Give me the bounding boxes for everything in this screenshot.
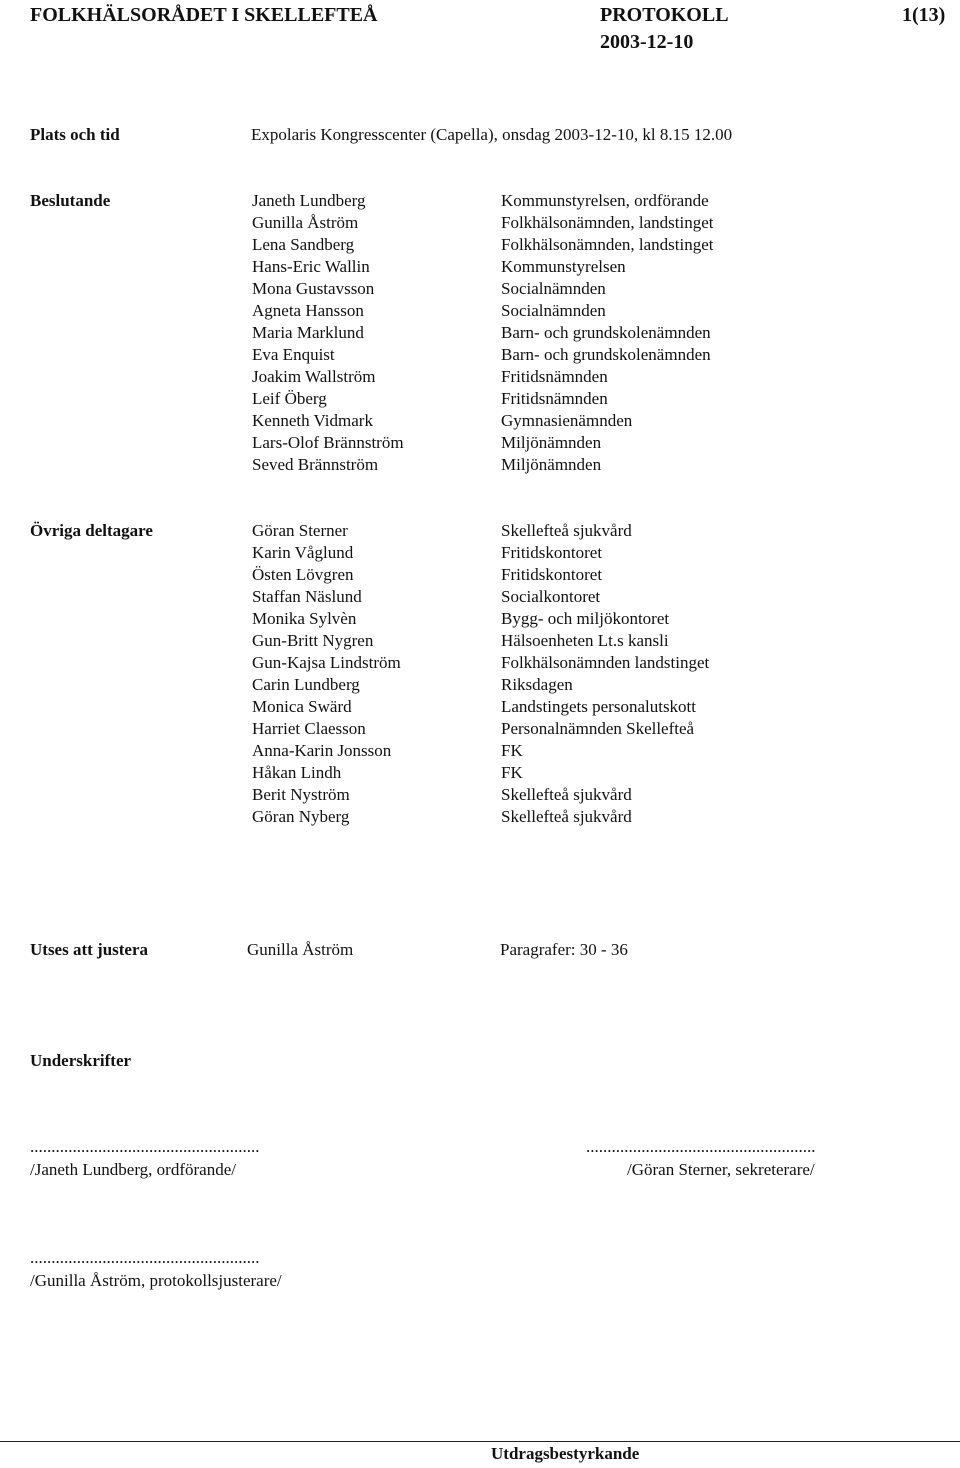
member-name: Agneta Hansson xyxy=(252,301,364,320)
member-organization: Kommunstyrelsen, ordförande xyxy=(501,191,709,210)
member-name: Lars-Olof Brännström xyxy=(252,433,404,452)
signature-line-2: ...................................................... xyxy=(586,1137,816,1156)
member-organization: Bygg- och miljökontoret xyxy=(501,609,670,628)
signature-chair: /Janeth Lundberg, ordförande/ xyxy=(30,1160,236,1179)
member-name: Harriet Claesson xyxy=(252,719,366,738)
member-organization: Socialkontoret xyxy=(501,587,601,606)
member-organization: Socialnämnden xyxy=(501,279,606,298)
member-organization: Barn- och grundskolenämnden xyxy=(501,345,711,364)
member-organization: Skellefteå sjukvård xyxy=(501,521,632,540)
member-organization: Riksdagen xyxy=(501,675,573,694)
member-name: Carin Lundberg xyxy=(252,675,360,694)
justera-name: Gunilla Åström xyxy=(247,940,354,959)
document-date: 2003-12-10 xyxy=(600,31,694,53)
member-organization: Folkhälsonämnden, landstinget xyxy=(501,213,714,232)
signature-line-3: ...................................................... xyxy=(30,1248,260,1267)
member-name: Göran Nyberg xyxy=(252,807,350,826)
member-name: Karin Våglund xyxy=(252,543,354,562)
member-name: Seved Brännström xyxy=(252,455,379,474)
member-organization: Skellefteå sjukvård xyxy=(501,807,632,826)
member-organization: Landstingets personalutskott xyxy=(501,697,697,716)
paragrafer: Paragrafer: 30 - 36 xyxy=(500,940,628,959)
member-organization: Fritidsnämnden xyxy=(501,389,608,408)
member-organization: Personalnämnden Skellefteå xyxy=(501,719,695,738)
footer-label: Utdragsbestyrkande xyxy=(491,1444,640,1463)
signature-adjuster: /Gunilla Åström, protokollsjusterare/ xyxy=(30,1271,282,1290)
member-organization: Folkhälsonämnden landstinget xyxy=(501,653,710,672)
document-type: PROTOKOLL xyxy=(600,4,729,26)
beslutande-label: Beslutande xyxy=(30,191,111,210)
member-name: Monica Swärd xyxy=(252,697,352,716)
member-organization: Socialnämnden xyxy=(501,301,606,320)
member-name: Leif Öberg xyxy=(252,389,327,408)
member-name: Janeth Lundberg xyxy=(252,191,366,210)
underskrifter-label: Underskrifter xyxy=(30,1051,132,1070)
plats-value: Expolaris Kongresscenter (Capella), onsdag 2003-12-10, kl 8.15 12.00 xyxy=(251,125,733,144)
member-organization: Hälsoenheten Lt.s kansli xyxy=(501,631,669,650)
member-name: Berit Nyström xyxy=(252,785,350,804)
member-organization: Barn- och grundskolenämnden xyxy=(501,323,711,342)
member-organization: FK xyxy=(501,763,523,782)
member-name: Gun-Kajsa Lindström xyxy=(252,653,401,672)
member-name: Maria Marklund xyxy=(252,323,364,342)
member-organization: Skellefteå sjukvård xyxy=(501,785,632,804)
footer-rule xyxy=(0,1441,960,1442)
member-name: Göran Sterner xyxy=(252,521,348,540)
member-organization: Miljönämnden xyxy=(501,455,602,474)
member-organization: FK xyxy=(501,741,523,760)
member-organization: Gymnasienämnden xyxy=(501,411,633,430)
justera-label: Utses att justera xyxy=(30,940,149,959)
member-name: Mona Gustavsson xyxy=(252,279,375,298)
member-name: Anna-Karin Jonsson xyxy=(252,741,392,760)
member-name: Monika Sylvèn xyxy=(252,609,357,628)
signature-line-1: ...................................................... xyxy=(30,1137,260,1156)
plats-label: Plats och tid xyxy=(30,125,120,144)
ovriga-label: Övriga deltagare xyxy=(30,521,153,540)
signature-secretary: /Göran Sterner, sekreterare/ xyxy=(627,1160,815,1179)
member-name: Östen Lövgren xyxy=(252,565,354,584)
member-name: Lena Sandberg xyxy=(252,235,355,254)
member-name: Håkan Lindh xyxy=(252,763,342,782)
member-name: Kenneth Vidmark xyxy=(252,411,373,430)
member-organization: Miljönämnden xyxy=(501,433,602,452)
member-name: Gunilla Åström xyxy=(252,213,359,232)
member-organization: Fritidskontoret xyxy=(501,565,603,584)
member-name: Staffan Näslund xyxy=(252,587,362,606)
member-organization: Folkhälsonämnden, landstinget xyxy=(501,235,714,254)
member-name: Joakim Wallström xyxy=(252,367,376,386)
organization-name: FOLKHÄLSORÅDET I SKELLEFTEÅ xyxy=(30,4,378,26)
member-organization: Fritidskontoret xyxy=(501,543,603,562)
member-name: Eva Enquist xyxy=(252,345,335,364)
page-number: 1(13) xyxy=(902,4,946,26)
member-organization: Kommunstyrelsen xyxy=(501,257,626,276)
member-name: Gun-Britt Nygren xyxy=(252,631,374,650)
member-name: Hans-Eric Wallin xyxy=(252,257,370,276)
member-organization: Fritidsnämnden xyxy=(501,367,608,386)
